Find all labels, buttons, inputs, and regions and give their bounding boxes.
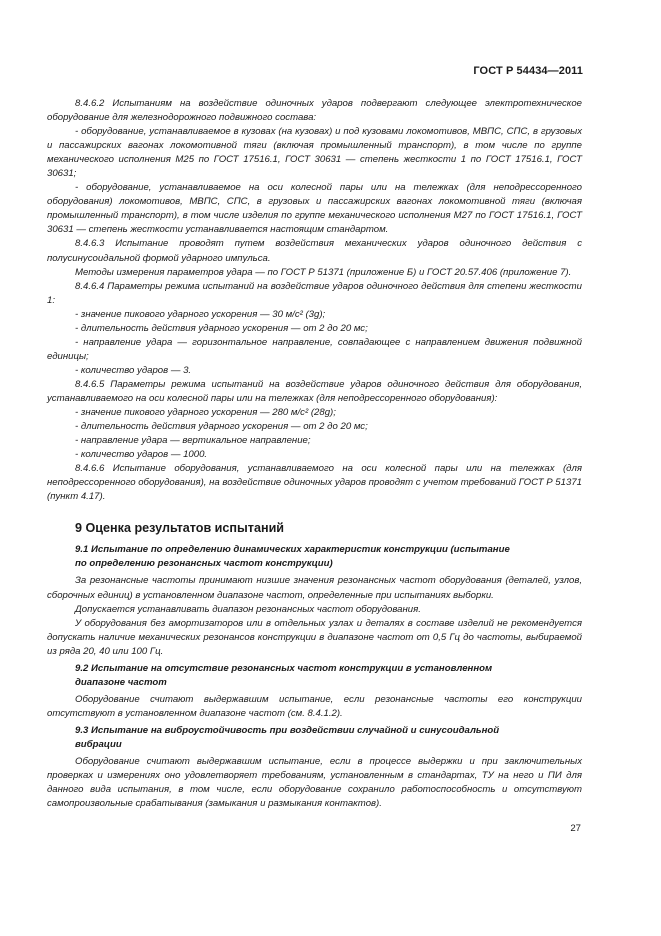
paragraph-measurement-methods: Методы измерения параметров удара — по ГОСТ Р 51371 (приложение Б) и ГОСТ 20.57.406 (приложение 7). (75, 266, 572, 278)
section-9-title: 9 Оценка результатов испытаний (75, 521, 285, 536)
list-item: - количество ударов — 3. (75, 364, 192, 376)
paragraph-8-4-6-4: 8.4.6.4 Параметры режима испытаний на воздействие ударов одиночного действия для степени жесткости 1: (47, 280, 582, 306)
list-item: - значение пикового ударного ускорения — 30 м/с² (3g); (75, 308, 326, 320)
paragraph: У оборудования без амортизаторов или в отдельных узлах и деталях в составе изделий не рекомендуется допускать наличие механических резонансов конструкции в диапазоне частот от 0,5 Гц до частоты, выбираемой из ряда 20, 40 или 100 Гц. (47, 617, 582, 657)
subsection-heading-line: 9.2 Испытание на отсутствие резонансных частот конструкции в установленном (75, 662, 493, 674)
document-code: ГОСТ Р 54434—2011 (473, 65, 583, 77)
paragraph-8-4-6-5: 8.4.6.5 Параметры режима испытаний на воздействие ударов одиночного действия для оборудования, устанавливаемого на оси колесной пары или на тележках (для неподрессоренного оборудования): (47, 378, 582, 404)
paragraph: Оборудование считают выдержавшим испытание, если резонансные частоты его конструкции отсутствуют в установленном диапазоне частот (см. 8.4.1.2). (47, 693, 582, 719)
subsection-heading-line: по определению резонансных частот конструкции) (75, 558, 333, 570)
subsection-9-1-heading (47, 543, 582, 571)
list-item: - направление удара — горизонтальное направление, совпадающее с направлением движения подвижной единицы; (47, 336, 582, 362)
list-item: - значение пикового ударного ускорения — 280 м/с² (28g); (75, 407, 336, 419)
subsection-heading-line: диапазоне частот (75, 676, 167, 688)
paragraph-8-4-6-6: 8.4.6.6 Испытание оборудования, устанавливаемого на оси колесной пары или на тележках (для неподрессоренного оборудования), на воздействие одиночных ударов проводят с учетом требований ГОСТ Р 51371 (пункт 4.17). (47, 463, 582, 503)
list-item: - оборудование, устанавливаемое на оси колесной пары или на тележках (для неподрессоренного оборудования) локомотивов, МВПС, СПС, в грузовых и пассажирских вагонах локомотивной тяги (включая промышленный транспорт), в том числе изделия по группе механического исполнения М27 по ГОСТ 17516.1, ГОСТ 30631 — степень жесткости устанавливается настоящим стандартом. (47, 182, 582, 236)
paragraph-8-4-6-2: 8.4.6.2 Испытаниям на воздействие одиночных ударов подвергают следующее электротехническое оборудование для железнодорожного подвижного состава: (47, 98, 582, 124)
page-number: 27 (570, 823, 581, 834)
list-item: - длительность действия ударного ускорения — от 2 до 20 мс; (75, 421, 368, 433)
list-item: - количество ударов — 1000. (75, 449, 208, 461)
list-item: - оборудование, устанавливаемое в кузовах (на кузовах) и под кузовами локомотивов, МВПС, СПС, в грузовых и пассажирских вагонах локомотивной тяги (включая промышленный транспорт), в том числе по группе механического исполнения М25 по ГОСТ 17516.1, ГОСТ 30631 — степень жесткости 1 по ГОСТ 17516.1, ГОСТ 30631; (47, 126, 582, 180)
list-item: - направление удара — вертикальное направление; (75, 435, 311, 447)
paragraph: За резонансные частоты принимают низшие значения резонансных частот оборудования (деталей, узлов, сборочных единиц) в установленном диапазоне частот, определенные при испытаниях выборки. (47, 575, 582, 601)
paragraph: Оборудование считают выдержавшим испытание, если в процессе выдержки и при заключительных проверках и измерениях оно удовлетворяет требованиям, установленным в стандартах, ТУ на него и ПИ для данного вида испытания, в том числе, если оборудование сохранило работоспособность и отсутствуют самопроизвольные срабатывания (замыкания и размыкания контактов). (47, 756, 582, 810)
subsection-heading-line: 9.1 Испытание по определению динамических характеристик конструкции (испытание (75, 544, 510, 556)
subsection-heading-line: 9.3 Испытание на виброустойчивость при воздействии случайной и синусоидальной (75, 724, 500, 736)
subsection-9-2-heading (47, 662, 582, 690)
paragraph-8-4-6-3: 8.4.6.3 Испытание проводят путем воздействия механических ударов одиночного действия с полусинусоидальной формой ударного импульса. (47, 238, 582, 264)
list-item: - длительность действия ударного ускорения — от 2 до 20 мс; (75, 322, 368, 334)
subsection-heading-line: вибрации (75, 738, 122, 750)
subsection-9-3-heading (47, 724, 582, 752)
document-body (47, 97, 582, 811)
paragraph: Допускается устанавливать диапазон резонансных частот оборудования. (75, 603, 421, 615)
